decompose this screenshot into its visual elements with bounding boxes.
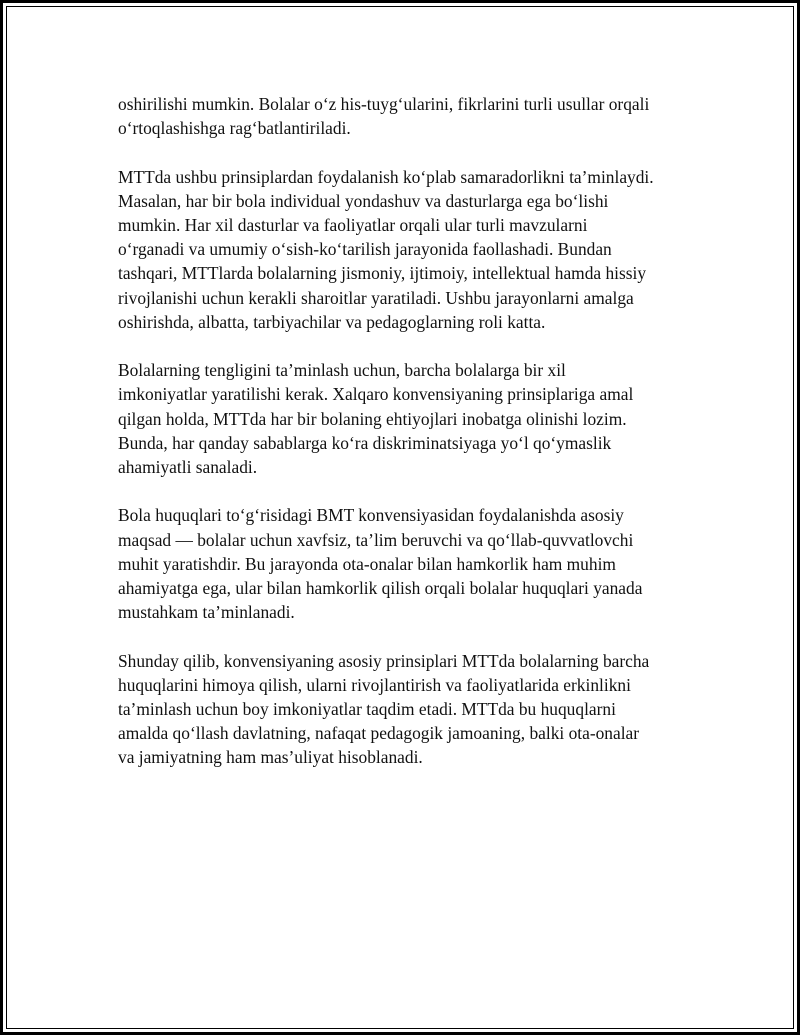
paragraph-2: MTTda ushbu prinsiplardan foydalanish ko‘plab samaradorlikni ta’minlaydi. Masalan, har bir bola individual yondashuv va dasturlarga ega bo‘lishi mumkin. Har xil dasturlar va faoliyatlar orqali ular turli mavzularni o‘rganadi va umumiy o‘sish-ko‘tarilish jarayonida faollashadi. Bundan tashqari, MTTlarda bolalarning jismoniy, ijtimoiy, intellektual hamda hissiy rivojlanishi uchun kerakli sharoitlar yaratiladi. Ushbu jarayonlarni amalga oshirishda, albatta, tarbiyachilar va pedagoglarning roli katta. [118,166,654,332]
paragraph-5: Shunday qilib, konvensiyaning asosiy prinsiplari MTTda bolalarning barcha huquqlarini himoya qilish, ularni rivojlantirish va faoliyatlarida erkinlikni ta’minlash uchun boy imkoniyatlar taqdim etadi. MTTda bu huquqlarni amalda qo‘llash davlatning, nafaqat pedagogik jamoaning, balki ota-onalar va jamiyatning ham mas’uliyat hisoblanadi. [118,650,650,768]
paragraph-1: oshirilishi mumkin. Bolalar o‘z his-tuyg‘ularini, fikrlarini turli usullar orqali o‘rtoqlashishga rag‘batlantiriladi. [118,94,650,139]
paragraph-4: Bola huquqlari to‘g‘risidagi BMT konvensiyasidan foydalanishda asosiy maqsad — bolalar uchun xavfsiz, ta’lim beruvchi va qo‘llab-quvvatlovchi muhit yaratishdir. Bu jarayonda ota-onalar bilan hamkorlik ham muhim ahamiyatga ega, ular bilan hamkorlik qilish orqali bolalar huquqlari yanada mustahkam ta’minlanadi. [118,505,643,623]
paragraph-3: Bolalarning tengligini ta’minlash uchun, barcha bolalarga bir xil imkoniyatlar yaratilishi kerak. Xalqaro konvensiyaning prinsiplariga amal qilgan holda, MTTda har bir bolaning ehtiyojlari inobatga olinishi lozim. Bunda, har qanday sabablarga ko‘ra diskriminatsiyaga yo‘l qo‘ymaslik ahamiyatli sanaladi. [118,360,634,478]
document-body [118,92,718,794]
